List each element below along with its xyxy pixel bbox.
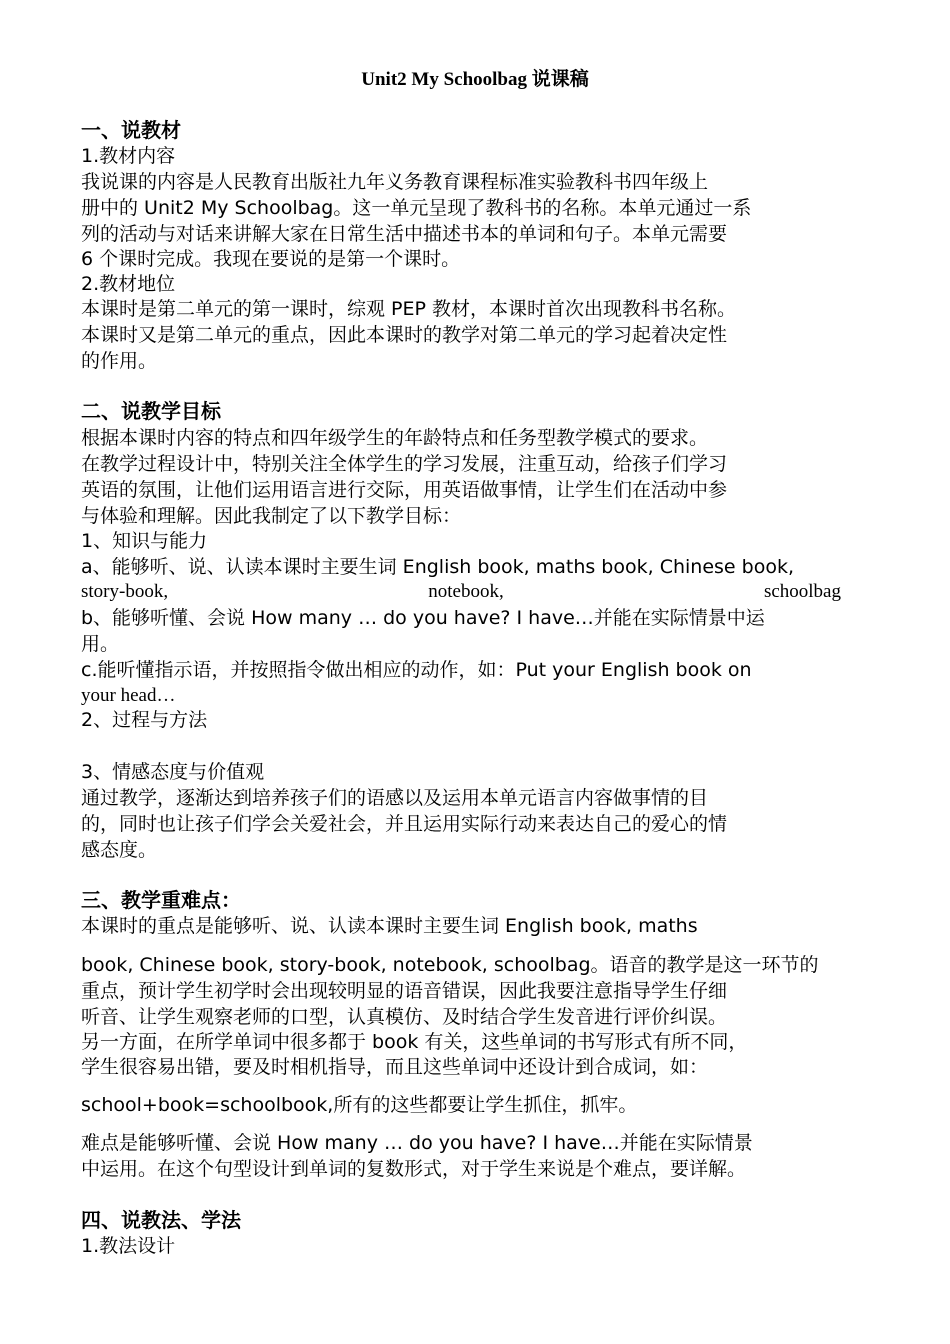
paragraph-line: 的作用。 [81, 350, 158, 372]
paragraph-line: school+book=schoolbook,所有的这些都要让学生抓住，抓牢。 [81, 1094, 638, 1116]
paragraph-line: c.能听懂指示语，并按照指令做出相应的动作，如：Put your English book on [81, 659, 752, 681]
subheading: 2.教材地位 [81, 273, 176, 295]
paragraph-line: 我说课的内容是人民教育出版社九年义务教育课程标准实验教科书四年级上 [81, 171, 709, 193]
subheading: 1.教材内容 [81, 145, 176, 167]
vocab-word: story-book, [81, 581, 169, 602]
paragraph-line: 本课时的重点是能够听、说、认读本课时主要生词 English book, maths [81, 915, 698, 937]
paragraph-line: 册中的 Unit2 My Schoolbag。这一单元呈现了教科书的名称。本单元通过一系 [81, 197, 752, 219]
vocab-word: schoolbag [763, 581, 841, 602]
paragraph-line: 重点，预计学生初学时会出现较明显的语音错误，因此我要注意指导学生仔细 [81, 980, 728, 1002]
paragraph-line: 本课时是第二单元的第一课时，综观 PEP 教材，本课时首次出现教科书名称。 [81, 298, 737, 320]
paragraph-line: 另一方面，在所学单词中很多都于 book 有关，这些单词的书写形式有所不同， [81, 1031, 748, 1053]
paragraph-line: 6 个课时完成。我现在要说的是第一个课时。 [81, 248, 461, 270]
section-heading-1: 一、说教材 [81, 118, 181, 142]
paragraph-line: 在教学过程设计中，特别关注全体学生的学习发展，注重互动，给孩子们学习 [81, 453, 728, 475]
paragraph-line: 听音、让学生观察老师的口型，认真模仿、及时结合学生发音进行评价纠误。 [81, 1006, 728, 1028]
paragraph-line: a、能够听、说、认读本课时主要生词 English book, maths book, Chinese book, [81, 556, 794, 578]
paragraph-line: 用。 [81, 633, 120, 655]
paragraph-line: 本课时又是第二单元的重点，因此本课时的教学对第二单元的学习起着决定性 [81, 324, 728, 346]
justified-vocab-line [81, 579, 841, 605]
subheading: 1.教法设计 [81, 1235, 176, 1257]
subheading: 2、过程与方法 [81, 709, 208, 731]
paragraph-line: 与体验和理解。因此我制定了以下教学目标： [81, 505, 462, 527]
document-title: Unit2 My Schoolbag 说课稿 [361, 69, 589, 90]
subheading: 1、知识与能力 [81, 530, 208, 552]
paragraph-line: 的，同时也让孩子们学会关爱社会，并且运用实际行动来表达自己的爱心的情 [81, 813, 728, 835]
paragraph-line: 根据本课时内容的特点和四年级学生的年龄特点和任务型教学模式的要求。 [81, 427, 709, 449]
section-heading-3: 三、教学重难点： [81, 888, 241, 912]
paragraph-line: 感态度。 [81, 839, 158, 861]
vocab-word: notebook, [428, 581, 504, 602]
paragraph-line: 中运用。在这个句型设计到单词的复数形式，对于学生来说是个难点，要详解。 [81, 1158, 747, 1180]
section-heading-4: 四、说教法、学法 [81, 1208, 241, 1232]
paragraph-line: 学生很容易出错，要及时相机指导，而且这些单词中还设计到合成词，如： [81, 1056, 709, 1078]
subheading: 3、情感态度与价值观 [81, 761, 265, 783]
paragraph-line: your head… [81, 685, 176, 706]
paragraph-line: book, Chinese book, story-book, notebook, schoolbag。语音的教学是这一环节的 [81, 954, 819, 976]
paragraph-line: 难点是能够听懂、会说 How many … do you have? I have…并能在实际情景 [81, 1132, 753, 1154]
paragraph-line: 英语的氛围，让他们运用语言进行交际，用英语做事情，让学生们在活动中参 [81, 479, 728, 501]
paragraph-line: 通过教学，逐渐达到培养孩子们的语感以及运用本单元语言内容做事情的目 [81, 787, 709, 809]
section-heading-2: 二、说教学目标 [81, 399, 221, 423]
paragraph-line: b、能够听懂、会说 How many … do you have? I have…并能在实际情景中运 [81, 607, 765, 629]
paragraph-line: 列的活动与对话来讲解大家在日常生活中描述书本的单词和句子。本单元需要 [81, 223, 728, 245]
